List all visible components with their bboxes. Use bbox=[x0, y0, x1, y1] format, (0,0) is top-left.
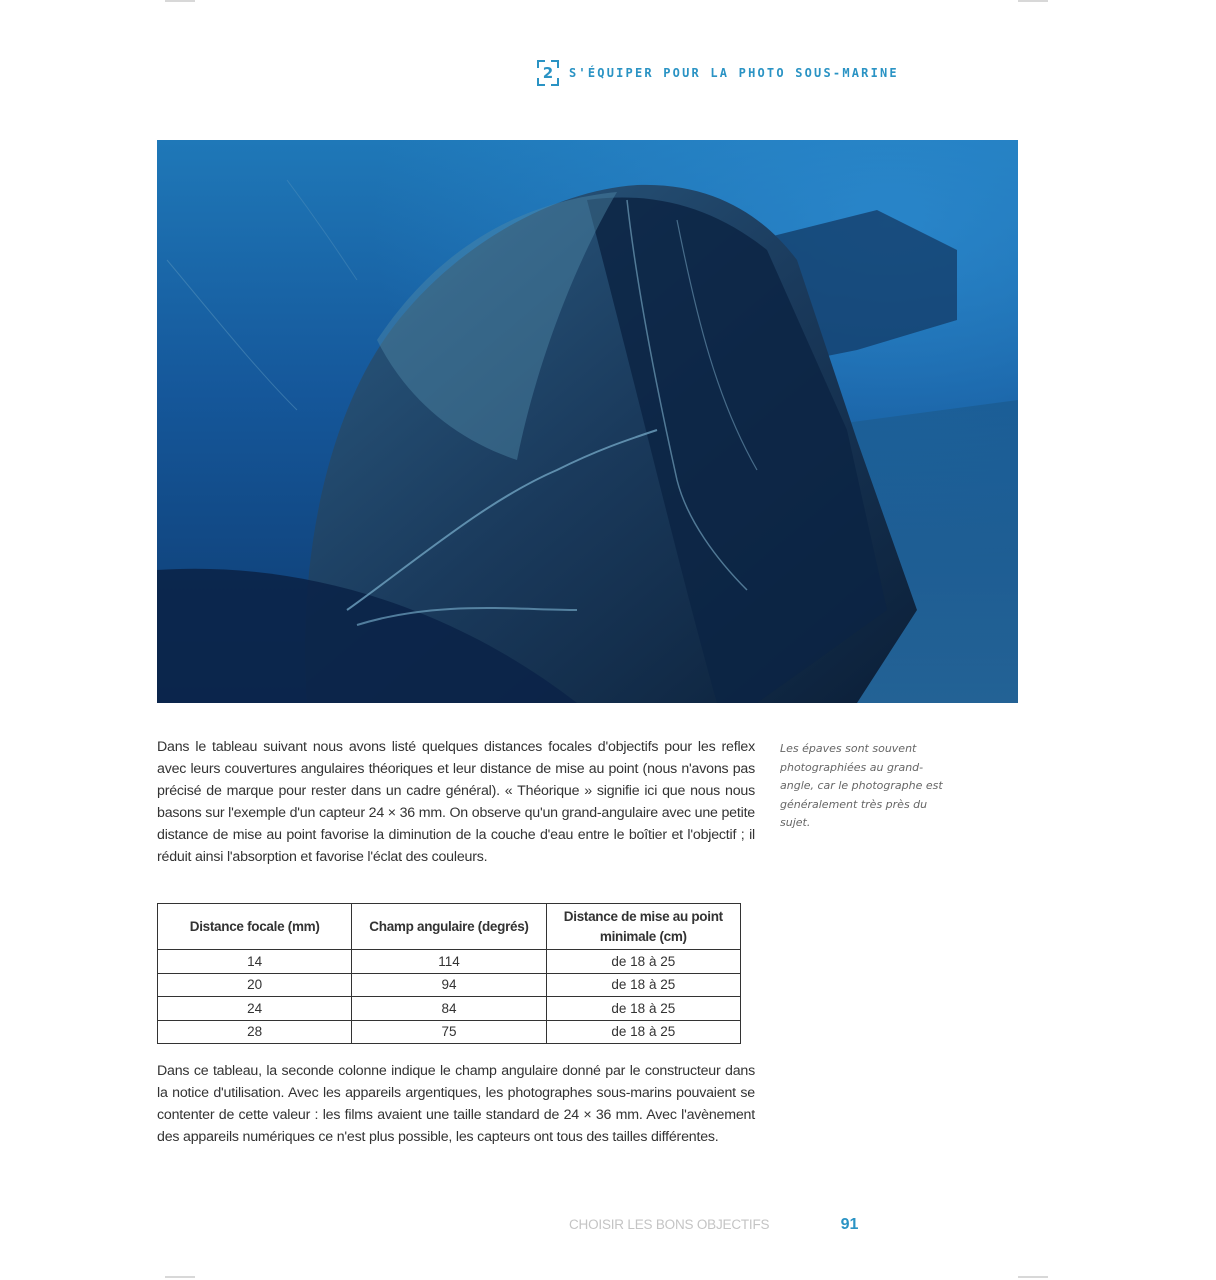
table-header-angle: Champ angulaire (degrés) bbox=[352, 904, 546, 950]
table-cell: de 18 à 25 bbox=[546, 950, 740, 974]
table-cell: de 18 à 25 bbox=[546, 997, 740, 1021]
table-cell: 94 bbox=[352, 973, 546, 997]
footer-section-title: CHOISIR LES BONS OBJECTIFS bbox=[569, 1217, 770, 1232]
crop-mark-bottom-left bbox=[165, 1276, 195, 1278]
table-row bbox=[158, 950, 741, 974]
page-number-badge bbox=[819, 1208, 880, 1242]
shipwreck-photo bbox=[157, 140, 1018, 703]
table-row bbox=[158, 1020, 741, 1044]
crop-mark-bottom-right bbox=[1018, 1276, 1048, 1278]
table-cell: 14 bbox=[158, 950, 352, 974]
shipwreck-illustration bbox=[157, 140, 1018, 703]
running-header bbox=[537, 58, 899, 88]
table-header-distance: Distance de mise au point minimale (cm) bbox=[546, 904, 740, 950]
chapter-number: 2 bbox=[542, 64, 554, 82]
table-cell: 75 bbox=[352, 1020, 546, 1044]
table-row bbox=[158, 973, 741, 997]
body-paragraph-2: Dans ce tableau, la seconde colonne indique le champ angulaire donné par le constructeur dans la notice d'utilisation. Avec les appareils argentiques, les photographes sous-marins pouvaient se contenter de cette valeur : les films avaient une taille standard de 24 × 36 mm. Avec l'avènement des appareils numériques ce n'est plus possible, les capteurs ont tous des tailles différentes. bbox=[157, 1063, 755, 1145]
crop-mark-top-right bbox=[1018, 0, 1048, 2]
focal-length-table bbox=[157, 903, 741, 1044]
crop-mark-top-left bbox=[165, 0, 195, 2]
chapter-title: S'ÉQUIPER POUR LA PHOTO SOUS-MARINE bbox=[569, 66, 899, 80]
table-cell: 20 bbox=[158, 973, 352, 997]
table-row bbox=[158, 997, 741, 1021]
table-cell: 28 bbox=[158, 1020, 352, 1044]
table-cell: 24 bbox=[158, 997, 352, 1021]
table-cell: de 18 à 25 bbox=[546, 973, 740, 997]
body-paragraph-1: Dans le tableau suivant nous avons listé quelques distances focales d'objectifs pour les reflex avec leurs couvertures angulaires théoriques et leur distance de mise au point (nous n'avons pas précisé de marque pour rester dans un cadre général). « Théorique » signifie ici que nous nous basons sur l'exemple d'un capteur 24 × 36 mm. On observe qu'un grand-angulaire avec une petite distance de mise au point favorise la diminution de la couche d'eau entre le boîtier et l'objectif ; il réduit ainsi l'absorption et favorise l'éclat des couleurs. bbox=[157, 739, 755, 865]
photo-caption: Les épaves sont souvent photographiées au grand-angle, car le photographe est généralement très près du sujet. bbox=[780, 742, 943, 830]
table-header-focal: Distance focale (mm) bbox=[158, 904, 352, 950]
table-cell: 84 bbox=[352, 997, 546, 1021]
table-cell: de 18 à 25 bbox=[546, 1020, 740, 1044]
table-cell: 114 bbox=[352, 950, 546, 974]
page-number: 91 bbox=[840, 1216, 859, 1233]
table-header-row bbox=[158, 904, 741, 950]
chapter-number-badge bbox=[537, 60, 559, 86]
